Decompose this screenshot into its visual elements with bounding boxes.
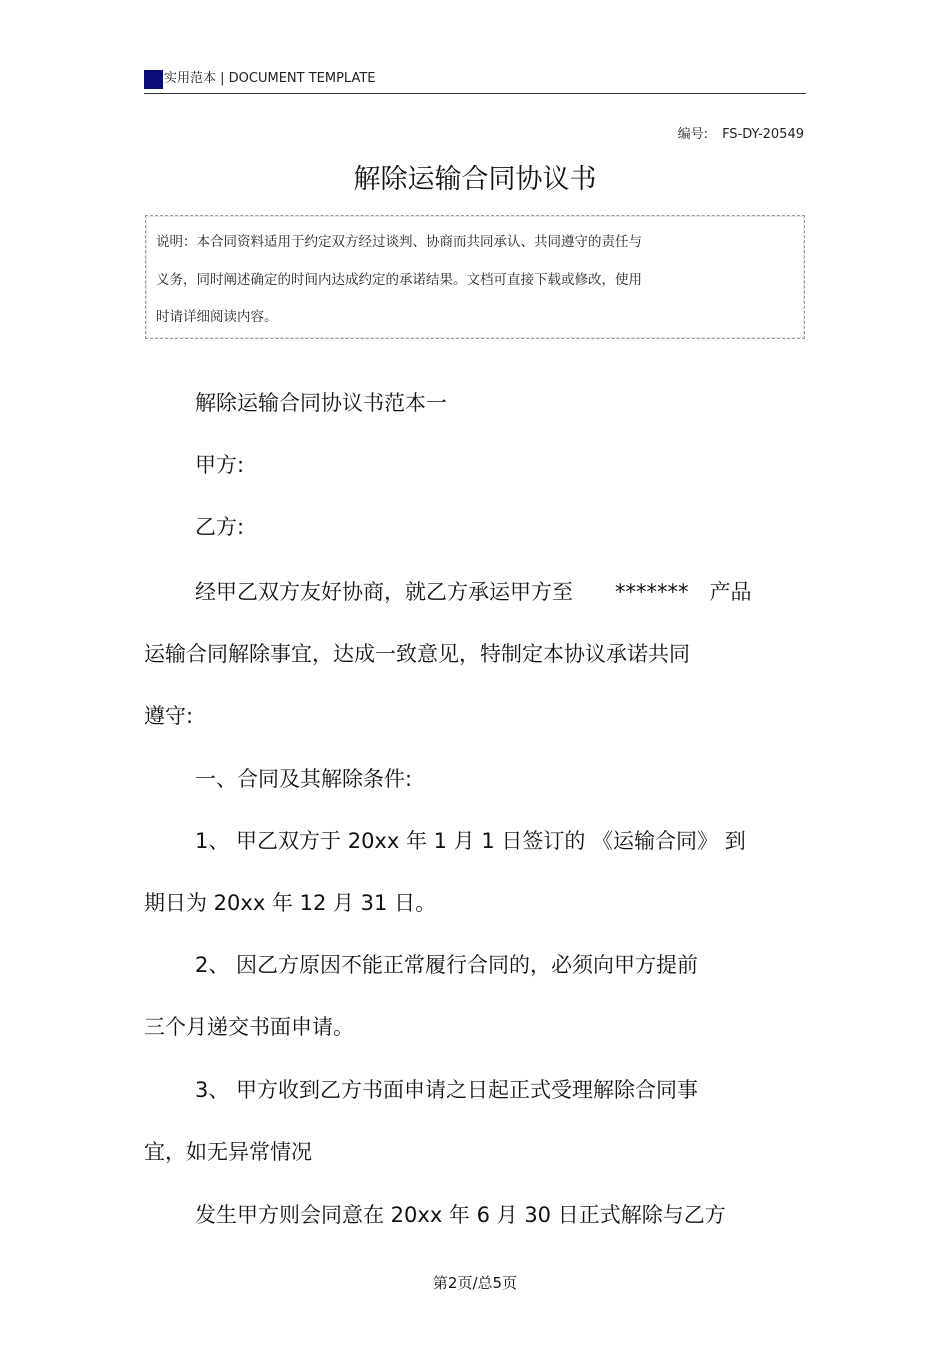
body-line: 甲方: <box>195 453 245 477</box>
description-line: 义务，同时阐述确定的时间内达成约定的承诺结果。文档可直接下载或修改，使用 <box>156 271 642 288</box>
body-line: 期日为 20xx 年 12 月 31 日。 <box>144 891 437 915</box>
description-box <box>145 215 805 339</box>
body-line: 2、 因乙方原因不能正常履行合同的，必须向甲方提前 <box>195 953 699 977</box>
body-line: 运输合同解除事宜，达成一致意见，特制定本协议承诺共同 <box>144 642 690 666</box>
document-number-value: FS-DY-20549 <box>722 127 804 142</box>
body-line: 发生甲方则会同意在 20xx 年 6 月 30 日正式解除与乙方 <box>195 1203 726 1227</box>
logo-square-icon <box>144 70 163 89</box>
body-line: 解除运输合同协议书范本一 <box>195 391 447 415</box>
body-line: 一、合同及其解除条件: <box>195 767 413 791</box>
description-line: 说明：本合同资料适用于约定双方经过谈判、协商而共同承认、共同遵守的责任与 <box>156 234 642 250</box>
body-line: 宜，如无异常情况 <box>144 1140 312 1164</box>
page-footer: 第2页/总5页 <box>432 1274 518 1292</box>
document-number <box>678 126 804 144</box>
description-line: 时请详细阅读内容。 <box>156 309 278 325</box>
header-text: 实用范本 | DOCUMENT TEMPLATE <box>164 71 376 86</box>
body-line: 经甲乙双方友好协商，就乙方承运甲方至 ******* 产品 <box>195 580 752 604</box>
body-line: 三个月递交书面申请。 <box>144 1015 354 1039</box>
document-title: 解除运输合同协议书 <box>353 164 597 195</box>
body-line: 1、 甲乙双方于 20xx 年 1 月 1 日签订的 《运输合同》 到 <box>195 829 746 853</box>
document-number-label: 编号: <box>677 127 709 142</box>
body-line: 乙方: <box>195 515 245 539</box>
body-line: 遵守: <box>144 704 194 728</box>
body-line: 3、 甲方收到乙方书面申请之日起正式受理解除合同事 <box>195 1078 699 1102</box>
page-header <box>144 66 806 94</box>
